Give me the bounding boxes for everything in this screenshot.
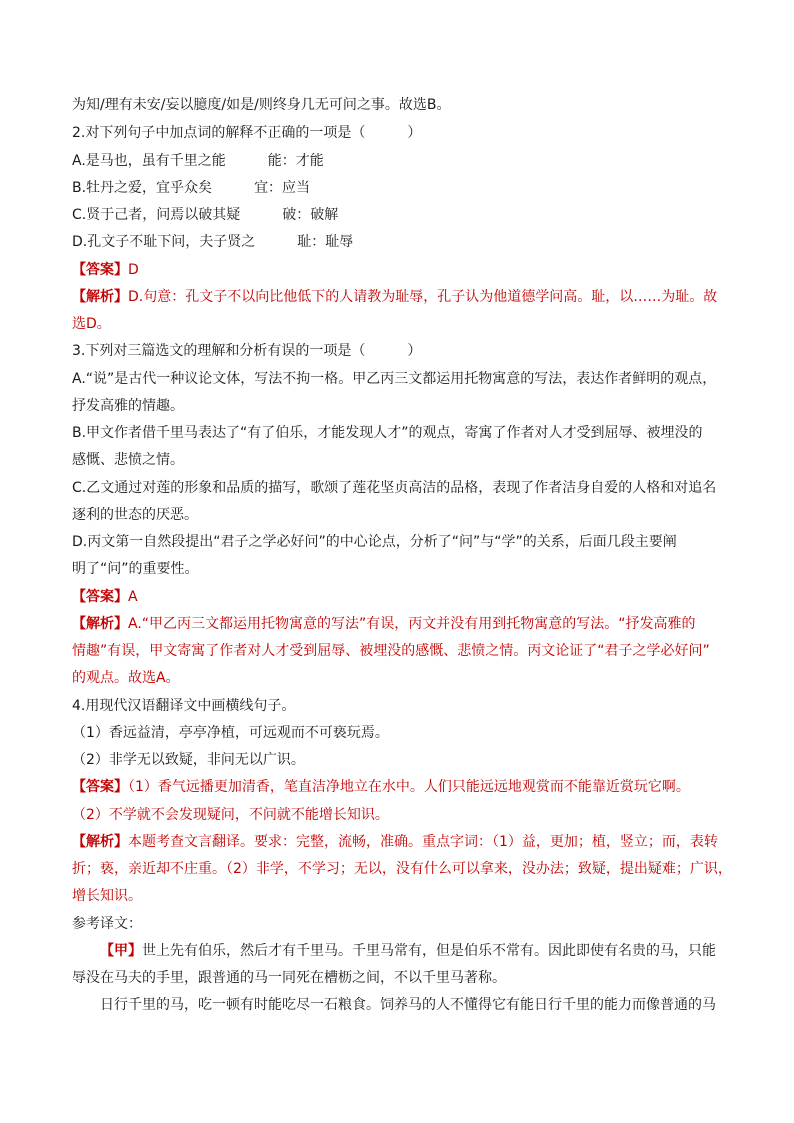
answer-tag: 【答案】 xyxy=(72,779,128,795)
q4-analysis-line-1 xyxy=(72,833,732,851)
reference-text: 世上先有伯乐，然后才有千里马。千里马常有，但是伯乐不常有。因此即使有名贵的马，只能 xyxy=(142,943,716,959)
q3-option-line: D.丙文第一自然段提出“君子之学必好问”的中心论点，分析了“问”与“学”的关系，后面几段主要阐 xyxy=(72,534,677,550)
reference-line-2: 辱没在马夫的手里，跟普通的马一同死在槽枥之间，不以千里马著称。 xyxy=(72,970,506,986)
q2-option-b xyxy=(72,179,732,197)
q3-question: 3.下列对三篇选文的理解和分析有误的一项是（ ） xyxy=(72,343,422,359)
q3-option-line: 逐利的世态的厌恶。 xyxy=(72,507,198,523)
analysis-text: A.“甲乙丙三文都运用托物寓意的写法”有误，丙文并没有用到托物寓意的写法。“抒发高雅的 xyxy=(128,616,696,632)
q2-option-d xyxy=(72,233,732,251)
q2-analysis-line-1 xyxy=(72,288,732,306)
q3-option-line: B.甲文作者借千里马表达了“有了伯乐，才能发现人才”的观点，寄寓了作者对人才受到屈辱、被埋没的 xyxy=(72,425,703,441)
q4-analysis-line-2: 折；亵，亲近却不庄重。（2）非学，不学习；无以，没有什么可以拿来，没办法；致疑，提出疑难；广识， xyxy=(72,861,732,877)
q4-question: 4.用现代汉语翻译文中画横线句子。 xyxy=(72,698,296,714)
q2-option-a-sentence: A.是马也，虽有千里之能 xyxy=(72,153,226,169)
q2-option-c-gloss: 破：破解 xyxy=(282,207,339,223)
q3-option-line: 抒发高雅的情趣。 xyxy=(72,398,184,414)
q3-analysis-line-3: 的观点。故选A。 xyxy=(72,670,180,686)
q2-option-a xyxy=(72,152,732,170)
q2-option-d-sentence: D.孔文子不耻下问，夫子贤之 xyxy=(72,234,256,250)
analysis-tag: 【解析】 xyxy=(72,616,128,632)
q2-question: 2.对下列句子中加点词的解释不正确的一项是（ ） xyxy=(72,125,422,141)
answer-value: A xyxy=(128,589,138,605)
q1-tail: 为知/理有未安/妄以臆度/如是/则终身几无可问之事。故选B。 xyxy=(72,97,451,113)
q4-item-1: （1）香远益清，亭亭净植，可远观而不可亵玩焉。 xyxy=(72,725,389,741)
reference-title: 参考译文： xyxy=(72,916,142,932)
q3-answer xyxy=(72,588,732,606)
q2-analysis-line-2: 选D。 xyxy=(72,316,111,332)
analysis-text: D.句意：孔文子不以向比他低下的人请教为耻辱，孔子认为他道德学问高。耻，以……为耻。故 xyxy=(128,289,718,305)
q2-option-c xyxy=(72,206,732,224)
q4-answer-line-2: （2）不学就不会发现疑问，不问就不能增长知识。 xyxy=(72,807,389,823)
q4-answer-line-1 xyxy=(72,778,732,796)
answer-tag: 【答案】 xyxy=(72,589,128,605)
answer-tag: 【答案】 xyxy=(72,262,128,278)
analysis-tag: 【解析】 xyxy=(72,289,128,305)
reference-jia-tag: 【甲】 xyxy=(100,943,142,959)
q3-option-line: 明了“问”的重要性。 xyxy=(72,561,199,577)
q3-analysis-line-1 xyxy=(72,615,732,633)
q2-option-a-gloss: 能：才能 xyxy=(267,153,324,169)
analysis-tag: 【解析】 xyxy=(72,834,128,850)
q2-option-d-gloss: 耻：耻辱 xyxy=(297,234,354,250)
q2-option-c-sentence: C.贤于己者，问焉以破其疑 xyxy=(72,207,241,223)
q3-analysis-line-2: 情趣”有误，甲文寄寓了作者对人才受到屈辱、被埋没的感慨、悲愤之情。丙文论证了“君子之学必好问” xyxy=(72,643,710,659)
answer-value: D xyxy=(128,262,139,278)
analysis-text: 本题考查文言翻译。要求：完整，流畅，准确。重点字词：（1）益，更加；植，竖立；而，表转 xyxy=(128,834,718,850)
reference-line-1 xyxy=(100,942,760,960)
q3-option-line: A.“说”是古代一种议论文体，写法不拘一格。甲乙丙三文都运用托物寓意的写法，表达作者鲜明的观点， xyxy=(72,371,717,387)
q3-option-line: 感慨、悲愤之情。 xyxy=(72,452,184,468)
q4-item-2: （2）非学无以致疑，非问无以广识。 xyxy=(72,752,305,768)
answer-text: （1）香气远播更加清香，笔直洁净地立在水中。人们只能远远地观赏而不能靠近赏玩它啊。 xyxy=(128,779,690,795)
q2-answer xyxy=(72,261,732,279)
q2-option-b-sentence: B.牡丹之爱，宜乎众矣 xyxy=(72,180,213,196)
q2-option-b-gloss: 宜：应当 xyxy=(254,180,311,196)
q4-analysis-line-3: 增长知识。 xyxy=(72,888,142,904)
q3-option-line: C.乙文通过对莲的形象和品质的描写，歌颂了莲花坚贞高洁的品格，表现了作者洁身自爱的人格和对追名 xyxy=(72,480,717,496)
reference-line-3: 日行千里的马，吃一顿有时能吃尽一石粮食。饲养马的人不懂得它有能日行千里的能力而像普通的马 xyxy=(100,997,716,1013)
